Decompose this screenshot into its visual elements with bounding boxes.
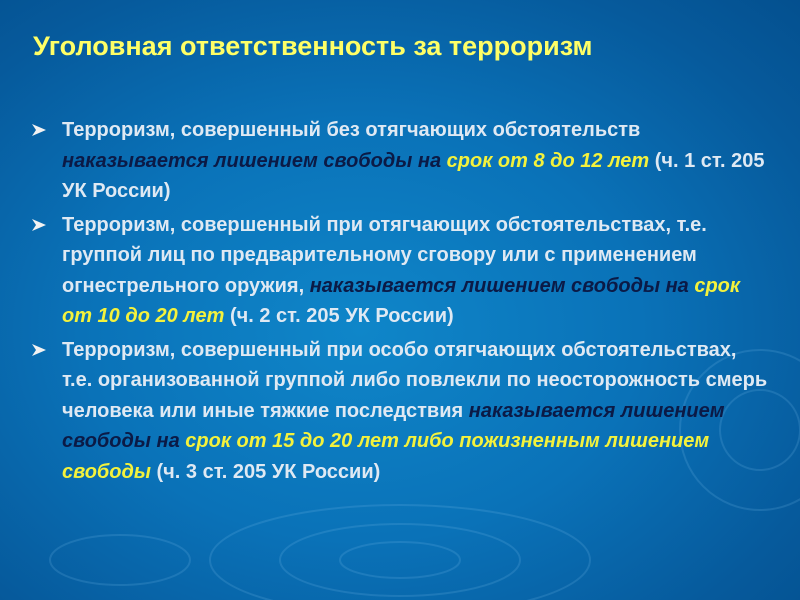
- bullet-item: [30, 115, 770, 207]
- bullet-text-plain: Терроризм, совершенный при отягчающих обстоятельствах, т.е. группой лиц по предварительному сговору или с применением огнестрельного оружия,: [62, 213, 707, 297]
- bullet-text-term: срок от 10 до 20 лет: [62, 274, 741, 327]
- arrow-bullet-icon: [32, 344, 46, 356]
- bullet-text-plain: Терроризм, совершенный при особо отягчающих обстоятельствах, т.е. организованной группой либо повлекли по неосторожность смерь человека или иные тяжкие последствия: [62, 338, 768, 422]
- bullet-text-term: срок от 8 до 12 лет: [446, 149, 650, 172]
- bullet-text-emphasis: наказывается лишением свободы на: [309, 274, 695, 297]
- bullet-text-emphasis: наказывается лишением свободы на: [62, 149, 447, 172]
- bullet-text-reference: (ч. 1 ст. 205 УК России): [62, 149, 765, 202]
- bullet-text-plain: Терроризм, совершенный без отягчающих обстоятельств: [62, 119, 641, 141]
- slide-title: Уголовная ответственность за терроризм: [33, 31, 593, 61]
- bullet-text-term: срок от 15 до 20 лет либо пожизненным лишением свободы: [62, 430, 710, 483]
- arrow-bullet-icon: [32, 219, 46, 231]
- bullet-text-reference: (ч. 2 ст. 205 УК России): [224, 305, 454, 327]
- bullet-item: [30, 210, 770, 332]
- bullet-item: [30, 335, 770, 488]
- bullet-text-emphasis: наказывается лишением свободы на: [62, 399, 725, 452]
- bullet-list: [30, 115, 770, 490]
- bullet-text-reference: (ч. 3 ст. 205 УК России): [150, 460, 381, 483]
- arrow-bullet-icon: [32, 124, 46, 136]
